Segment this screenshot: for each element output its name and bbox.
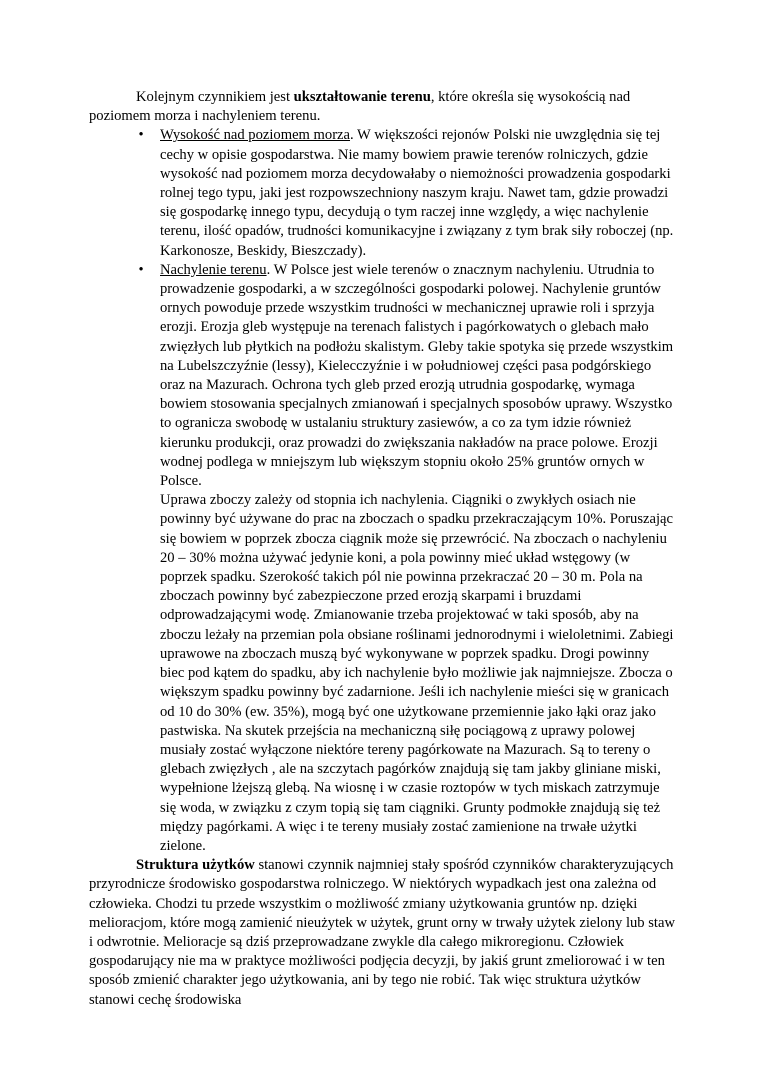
bullet-item-slope [89,261,676,856]
bullet-icon: • [138,127,144,144]
bullet-title-altitude: Wysokość nad poziomem morza [160,127,351,144]
bullet-list [89,126,676,856]
intro-term: ukształtowanie terenu [293,89,431,105]
structure-rest: stanowi czynnik najmniej stały spośród czynników charakteryzujących przyrodnicze środowisko gospodarstwa rolniczego. W niektórych wypadkach jest ona zależna od człowieka. Chodzi tu przede wszystkim o możliwość zmiany użytkowania gruntów np. dzięki melioracjom, które mogą zamienić nieużytek w użytek, grunt orny w trwały użytek zielony lub staw i odwrotnie. Melioracje są dziś przeprowadzane zwykle dla całego mikroregionu. Człowiek gospodarujący nie ma w praktyce możliwości podjęcia decyzji, by jakiś grunt zmeliorować i w ten sposób zmienić charakter jego użytkowania, ani by tego nie robić. Tak więc struktura użytków stanowi cechę środowiska [89,857,676,1008]
document-page [89,88,676,1010]
intro-paragraph [89,88,676,126]
bullet-text-slope: . W Polsce jest wiele terenów o znacznym nachyleniu. Utrudnia to prowadzenie gospodarki, a w szczególności gospodarki polowej. Nachylenie gruntów ornych powoduje przede wszystkim trudności w mechanicznej uprawie roli i sprzyja erozji. Erozja gleb występuje na terenach falistych i pagórkowatych o glebach mało zwięzłych lub płytkich na podłożu skalistym. Gleby takie spotyka się przede wszystkim na Lubelszczyźnie (lessy), Kielecczyźnie i w południowej części pasa podgórskiego oraz na Mazurach. Ochrona tych gleb przed erozją utrudnia gospodarkę, wymaga bowiem stosowania specjalnych zmianowań i specjalnych sposobów uprawy. Wszystko to ogranicza swobodę w ustalaniu struktury zasiewów, a co za tym idzie również kierunku produkcji, oraz prowadzi do zwiększania nakładów na prace polowe. Erozji wodnej podlega w mniejszym lub większym stopniu około 25% gruntów ornych w Polsce. [160,261,674,490]
structure-term: Struktura użytków [136,857,255,874]
structure-paragraph [89,856,676,1010]
bullet-item-altitude [89,126,676,260]
bullet-continuation-slope: Uprawa zboczy zależy od stopnia ich nachylenia. Ciągniki o zwykłych osiach nie powinny być używane do prac na zboczach o spadku przekraczającym 10%. Poruszając się bowiem w poprzek zbocza ciągnik może się przewrócić. Na zboczach o nachyleniu 20 – 30% można używać jedynie koni, a pola powinny mieć układ wstęgowy (w poprzek spadku. Szerokość takich pól nie powinna przekraczać 20 – 30 m. Pola na zboczach powinny być zabezpieczone przed erozją skarpami i bruzdami odprowadzającymi wodę. Zmianowanie trzeba projektować w taki sposób, aby na zboczu leżały na przemian pola obsiane roślinami jednorodnymi i wieloletnimi. Zabiegi uprawowe na zboczach muszą być wykonywane w poprzek spadku. Drogi powinny biec pod kątem do spadku, aby ich nachylenie było możliwie jak najmniejsze. Zbocza o większym spadku powinny być zadarnione. Jeśli ich nachylenie mieści się w granicach od 10 do 30% (ew. 35%), mogą być one użytkowane przemiennie jako łąki oraz jako pastwiska. Na skutek przejścia na mechaniczną siłę pociągową z uprawy polowej musiały zostać wyłączone niektóre tereny pagórkowate na Mazurach. Są to tereny o glebach zwięzłych , ale na szczytach pagórków znajdują się tam jakby gliniane miski, wypełnione lżejszą glebą. Na wiosnę i w czasie roztopów w tych miskach zatrzymuje się woda, w związku z czym topią się tam ciągniki. Grunty podmokłe znajdują się też między pagórkami. A więc i te tereny musiały zostać zamienione na trwałe użytki zielone. [160,492,674,854]
intro-rest: , które określa się wysokością nad poziomem morza i nachyleniem terenu. [89,89,631,125]
bullet-text-altitude: . W większości rejonów Polski nie uwzględnia się tej cechy w opisie gospodarstwa. Nie mamy bowiem prawie terenów rolniczych, gdzie wysokość nad poziomem morza decydowałaby o niemożności prowadzenia gospodarki rolnej tego typu, jaki jest rozpowszechniony naszym kraju. Nawet tam, gdzie prowadzi się gospodarkę innego typu, decydują o tym raczej inne względy, a więc nachylenie terenu, ilość opadów, trudności komunikacyjne i związany z tym brak siły roboczej (np. Karkonosze, Beskidy, Bieszczady). [160,127,674,259]
bullet-title-slope: Nachylenie terenu [160,261,267,278]
bullet-icon: • [138,261,144,278]
intro-lead: Kolejnym czynnikiem jest [136,89,294,105]
